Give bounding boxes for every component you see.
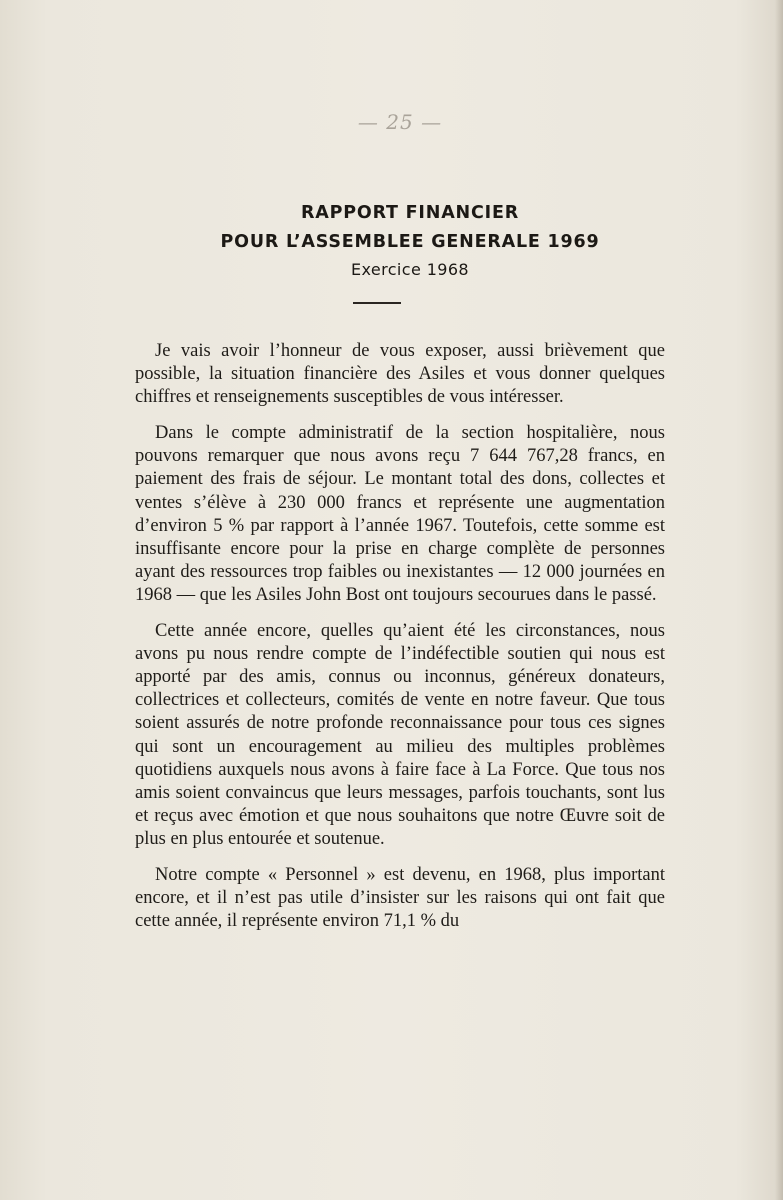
report-title-line-2: POUR L’ASSEMBLEE GENERALE 1969	[220, 232, 600, 252]
page-number: — 25 —	[357, 110, 443, 134]
page-edge-shadow	[775, 0, 783, 1200]
paragraph-thanks-supporters: Cette année encore, quelles qu’aient été les circonstances, nous avons pu nous rendre compte de l’indéfectible soutien qui nous est apporté par des amis, connus ou inconnus, généreux donateurs, collectrices et collecteurs, comités de vente en notre faveur. Que tous soient assurés de notre profonde reconnaissance pour tous ces signes qui sont un encouragement au milieu des multiples problèmes quotidiens auxquels nous avons à faire face à La Force. Que tous nos amis soient convaincus que leurs messages, parfois touchants, sont lus et reçus avec émotion et que nous souhaitons que notre Œuvre soit de plus en plus entourée et soutenue.	[135, 621, 665, 849]
title-underline-rule	[353, 302, 401, 304]
report-title: RAPPORT FINANCIER	[301, 203, 519, 223]
paragraph-personnel-account: Notre compte « Personnel » est devenu, en 1968, plus important encore, et il n’est pas utile d’insister sur les raisons qui ont fait que cette année, il représente environ 71,1 % du	[135, 864, 665, 932]
paragraph-hospital-accounts: Dans le compte administratif de la section hospitalière, nous pouvons remarquer que nous avons reçu 7 644 767,28 francs, en paiement des frais de séjour. Le montant total des dons, collectes et ventes s’élève à 230 000 francs et représente une augmentation d’environ 5 % par rapport à l’année 1967. Toutefois, cette somme est insuffisante encore pour la prise en charge complète de personnes ayant des ressources trop faibles ou inexistantes — 12 000 journées en 1968 — que les Asiles John Bost ont toujours secourues dans le passé.	[135, 423, 665, 605]
report-subtitle: Exercice 1968	[350, 260, 470, 279]
report-body	[135, 340, 665, 946]
paragraph-introduction: Je vais avoir l’honneur de vous exposer, aussi brièvement que possible, la situation financière des Asiles et vous donner quelques chiffres et renseignements susceptibles de vous intéresser.	[135, 341, 665, 408]
